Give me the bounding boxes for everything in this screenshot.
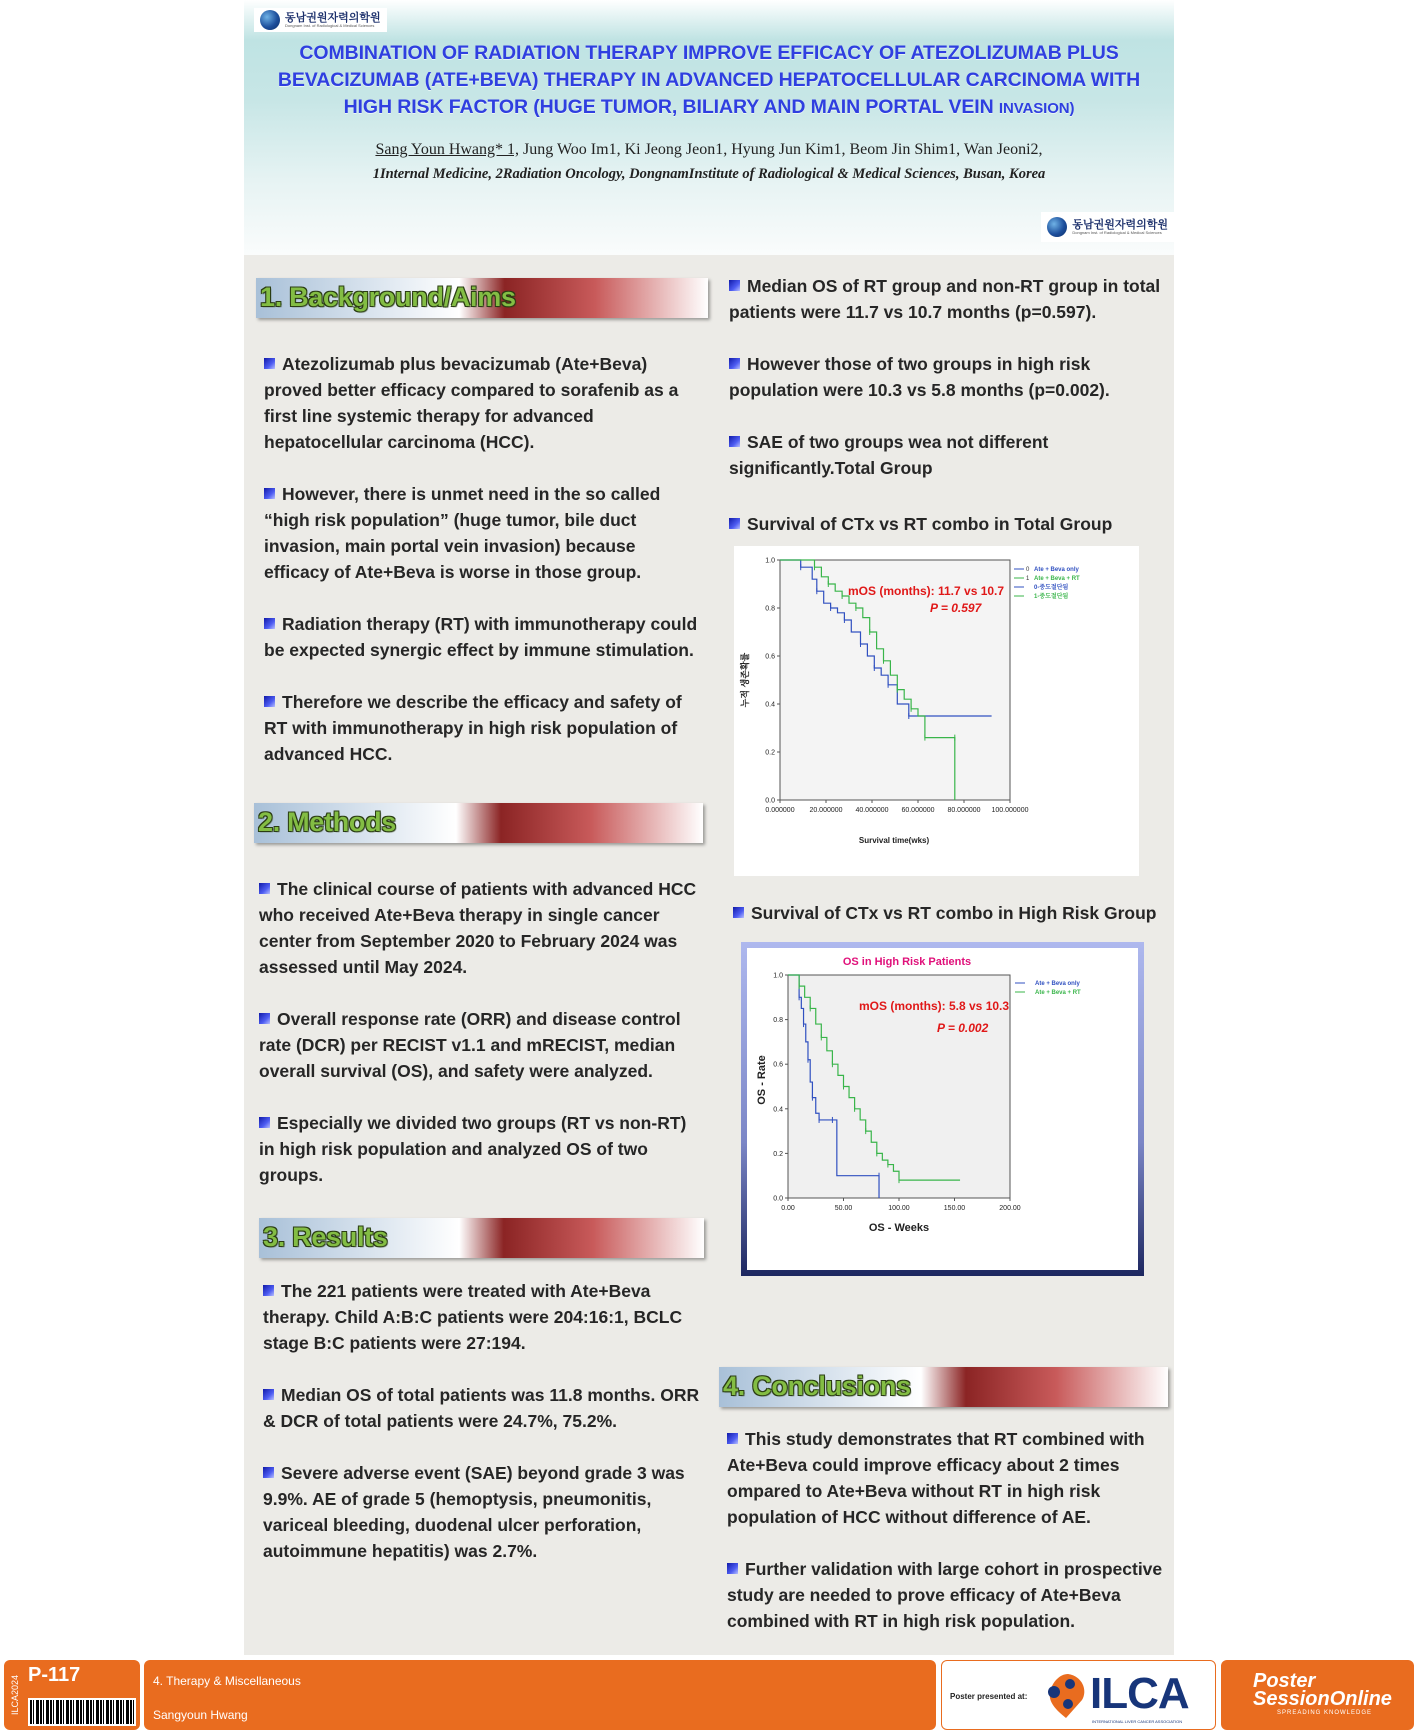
institute-logo-subtitle: Dongnam Inst. of Radiological & Medical Sciences — [285, 23, 375, 28]
bullet-icon — [264, 488, 275, 499]
footer-presenter: Sangyoun Hwang — [153, 1708, 248, 1722]
x-tick-label: 80.000000 — [947, 807, 981, 814]
bullet-icon — [729, 358, 740, 369]
legend-label: Ate + Beva + RT — [1035, 990, 1081, 996]
y-tick-label: 1.0 — [773, 972, 783, 980]
ilca-logo-text: ILCA — [1090, 1669, 1189, 1718]
first-author: Sang Youn Hwang* 1, — [375, 141, 520, 158]
y-axis-label: OS - Rate — [756, 1055, 768, 1105]
legend-label: Ate + Beva + RT — [1034, 576, 1080, 582]
x-axis-label: OS - Weeks — [868, 1222, 930, 1234]
ilca-logo-icon — [1038, 1670, 1092, 1722]
institute-logo-name: 동남권원자력의학원 — [1072, 218, 1168, 231]
bullet-icon — [263, 1285, 274, 1296]
institute-logo-secondary — [1041, 212, 1174, 242]
median-os-annotation: mOS (months): 11.7 vs 10.7 — [848, 584, 1005, 598]
methods-paragraph: Especially we divided two groups (RT vs non-RT) in high risk population and analyzed OS of two groups. — [259, 1113, 687, 1185]
conclusions-paragraph: Further validation with large cohort in prospective study are needed to prove efficacy of Ate+Beva combined with RT in high risk population. — [727, 1559, 1163, 1631]
y-tick-label: 0.0 — [765, 797, 775, 805]
y-tick-label: 0.6 — [765, 653, 775, 661]
results-right-paragraph: However those of two groups in high risk population were 10.3 vs 5.8 months (p=0.002). — [729, 354, 1110, 400]
institute-logo-name: 동남권원자력의학원 — [285, 11, 381, 24]
ilca-logo-block[interactable] — [941, 1660, 1216, 1730]
section-header-background — [256, 278, 708, 318]
poster — [244, 0, 1174, 1655]
section-header-results — [259, 1218, 704, 1258]
bullet-icon — [263, 1389, 274, 1400]
y-tick-label: 0.4 — [765, 701, 775, 709]
background-paragraph: However, there is unmet need in the so called “high risk population” (huge tumor, bile duct invasion, main portal vein invasion) because efficacy of Ate+Beva is worse in those group. — [264, 484, 661, 582]
median-os-annotation: mOS (months): 5.8 vs 10.3 — [859, 999, 1010, 1013]
institute-logo-icon — [1047, 217, 1067, 237]
x-tick-label: 60.000000 — [901, 807, 935, 814]
chart2-caption: Survival of CTx vs RT combo in High Risk Group — [733, 900, 1173, 926]
chart-title: OS in High Risk Patients — [842, 956, 972, 968]
pso-logo-subtitle: SPREADING KNOWLEDGE — [1277, 1710, 1373, 1716]
ilca-logo-subtitle: INTERNATIONAL LIVER CANCER ASSOCIATION — [1092, 1719, 1183, 1724]
footer-info — [144, 1660, 936, 1730]
barcode-icon — [28, 1698, 136, 1726]
p-value-annotation: P = 0.597 — [930, 601, 982, 615]
legend-label: 1-중도절단됨 — [1034, 594, 1069, 600]
legend-label: 0-중도절단됨 — [1034, 585, 1069, 591]
section-title: 1. Background/Aims — [260, 282, 516, 312]
bullet-icon — [259, 883, 270, 894]
title-line: BEVACIZUMAB (ATE+BEVA) THERAPY IN ADVANCED HEPATOCELLULAR CARCINOMA WITH — [277, 69, 1141, 91]
y-tick-label: 0.8 — [765, 605, 775, 613]
y-tick-label: 0.0 — [773, 1195, 783, 1203]
conclusions-paragraph: This study demonstrates that RT combined with Ate+Beva could improve efficacy about 2 times ompared to Ate+Beva without RT in high risk population of HCC without difference of AE. — [727, 1429, 1145, 1527]
bullet-icon — [733, 907, 744, 918]
bullet-icon — [729, 518, 740, 529]
section-title: 3. Results — [263, 1222, 388, 1252]
bullet-icon — [263, 1467, 274, 1478]
y-tick-label: 0.2 — [765, 749, 775, 757]
y-tick-label: 1.0 — [765, 557, 775, 565]
co-authors: Jung Woo Im1, Ki Jeong Jeon1, Hyung Jun Kim1, Beom Jin Shim1, Wan Jeoni2, — [519, 141, 1043, 158]
bullet-icon — [264, 618, 275, 629]
x-axis-label: Survival time(wks) — [858, 836, 930, 845]
chart-high-risk-frame — [741, 942, 1144, 1276]
x-tick-label: 20.000000 — [809, 807, 843, 814]
footer-year: ILCA2024 — [10, 1674, 20, 1716]
background-paragraph: Radiation therapy (RT) with immunotherapy could be expected synergic effect by immune stimulation. — [264, 614, 698, 660]
chart-total-group — [734, 546, 1139, 876]
y-tick-label: 0.4 — [773, 1106, 783, 1114]
bullet-icon — [729, 280, 740, 291]
footer-code-block — [4, 1660, 140, 1730]
poster-header — [244, 0, 1174, 255]
legend-code: 1 — [1026, 576, 1030, 582]
x-tick-label: 0.00 — [781, 1205, 795, 1212]
p-value-annotation: P = 0.002 — [937, 1021, 989, 1035]
title-line: HIGH RISK FACTOR (HUGE TUMOR, BILIARY AND MAIN PORTAL VEIN — [343, 96, 994, 118]
chart-total-group-svg — [734, 546, 1139, 876]
title-line: COMBINATION OF RADIATION THERAPY IMPROVE EFFICACY OF ATEZOLIZUMAB PLUS — [299, 42, 1119, 64]
x-tick-label: 100.00 — [888, 1205, 910, 1212]
poster-session-online-logo[interactable] — [1221, 1660, 1414, 1730]
chart1-caption: Survival of CTx vs RT combo in Total Group — [729, 511, 1169, 537]
institute-logo-icon — [260, 10, 280, 30]
chart-high-risk-svg — [747, 948, 1138, 1270]
results-paragraph: The 221 patients were treated with Ate+Beva therapy. Child A:B:C patients were 204:16:1, BCLC stage B:C patients were 27:194. — [263, 1281, 683, 1353]
poster-title — [244, 40, 1174, 122]
legend-label: Ate + Beva only — [1035, 981, 1080, 987]
affiliation: 1Internal Medicine, 2Radiation Oncology, DongnamInstitute of Radiological & Medical Sciences, Busan, Korea — [372, 166, 1046, 182]
section-header-methods — [254, 803, 703, 843]
x-tick-label: 0.000000 — [765, 807, 795, 814]
y-tick-label: 0.8 — [773, 1017, 783, 1025]
results-paragraph: Median OS of total patients was 11.8 months. ORR & DCR of total patients were 24.7%, 75.2%. — [263, 1385, 700, 1431]
footer — [0, 1658, 1417, 1732]
bullet-icon — [727, 1563, 738, 1574]
bullet-icon — [729, 436, 740, 447]
methods-paragraph: The clinical course of patients with advanced HCC who received Ate+Beva therapy in single cancer center from September 2020 to February 2024 was assessed until May 2024. — [259, 879, 697, 977]
results-right-paragraph: Median OS of RT group and non-RT group in total patients were 11.7 vs 10.7 months (p=0.597). — [729, 276, 1161, 322]
y-axis-label: 누적 생존확률 — [740, 652, 750, 708]
x-tick-label: 40.000000 — [855, 807, 889, 814]
section-header-conclusions — [719, 1367, 1168, 1407]
background-paragraph: Atezolizumab plus bevacizumab (Ate+Beva) proved better efficacy compared to sorafenib as a first line systemic therapy for advanced hepatocellular carcinoma (HCC). — [264, 354, 679, 452]
bullet-icon — [264, 358, 275, 369]
results-right-paragraph: SAE of two groups wea not different significantly.Total Group — [729, 432, 1049, 478]
authors — [244, 141, 1174, 159]
section-title: 4. Conclusions — [723, 1371, 911, 1401]
presented-at-label: Poster presented at: — [950, 1692, 1028, 1701]
bullet-icon — [264, 696, 275, 707]
x-tick-label: 100.000000 — [991, 807, 1029, 814]
bullet-icon — [259, 1013, 270, 1024]
background-paragraph: Therefore we describe the efficacy and safety of RT with immunotherapy in high risk population of advanced HCC. — [264, 692, 682, 764]
section-title: 2. Methods — [258, 807, 397, 837]
footer-topic: 4. Therapy & Miscellaneous — [153, 1674, 301, 1688]
x-tick-label: 200.00 — [999, 1205, 1021, 1212]
results-paragraph: Severe adverse event (SAE) beyond grade 3 was 9.9%. AE of grade 5 (hemoptysis, pneumonitis, variceal bleeding, duodenal ulcer perforation, autoimmune hepatitis) was 2.7%. — [263, 1463, 685, 1561]
poster-code: P-117 — [28, 1664, 81, 1686]
legend-label: Ate + Beva only — [1034, 567, 1079, 573]
bullet-icon — [259, 1117, 270, 1128]
pso-logo-text: Poster SessionOnline — [1253, 1670, 1392, 1710]
methods-paragraph: Overall response rate (ORR) and disease control rate (DCR) per RECIST v1.1 and mRECIST, median overall survival (OS), and safety were analyzed. — [259, 1009, 681, 1081]
x-tick-label: 150.00 — [943, 1205, 966, 1212]
x-tick-label: 50.00 — [834, 1205, 853, 1212]
title-line: INVASION) — [998, 100, 1075, 117]
legend-code: 0 — [1026, 567, 1030, 573]
y-tick-label: 0.2 — [773, 1150, 783, 1158]
institute-logo — [254, 8, 387, 32]
y-tick-label: 0.6 — [773, 1061, 783, 1069]
institute-logo-subtitle: Dongnam Inst. of Radiological & Medical Sciences — [1072, 230, 1162, 235]
bullet-icon — [727, 1433, 738, 1444]
